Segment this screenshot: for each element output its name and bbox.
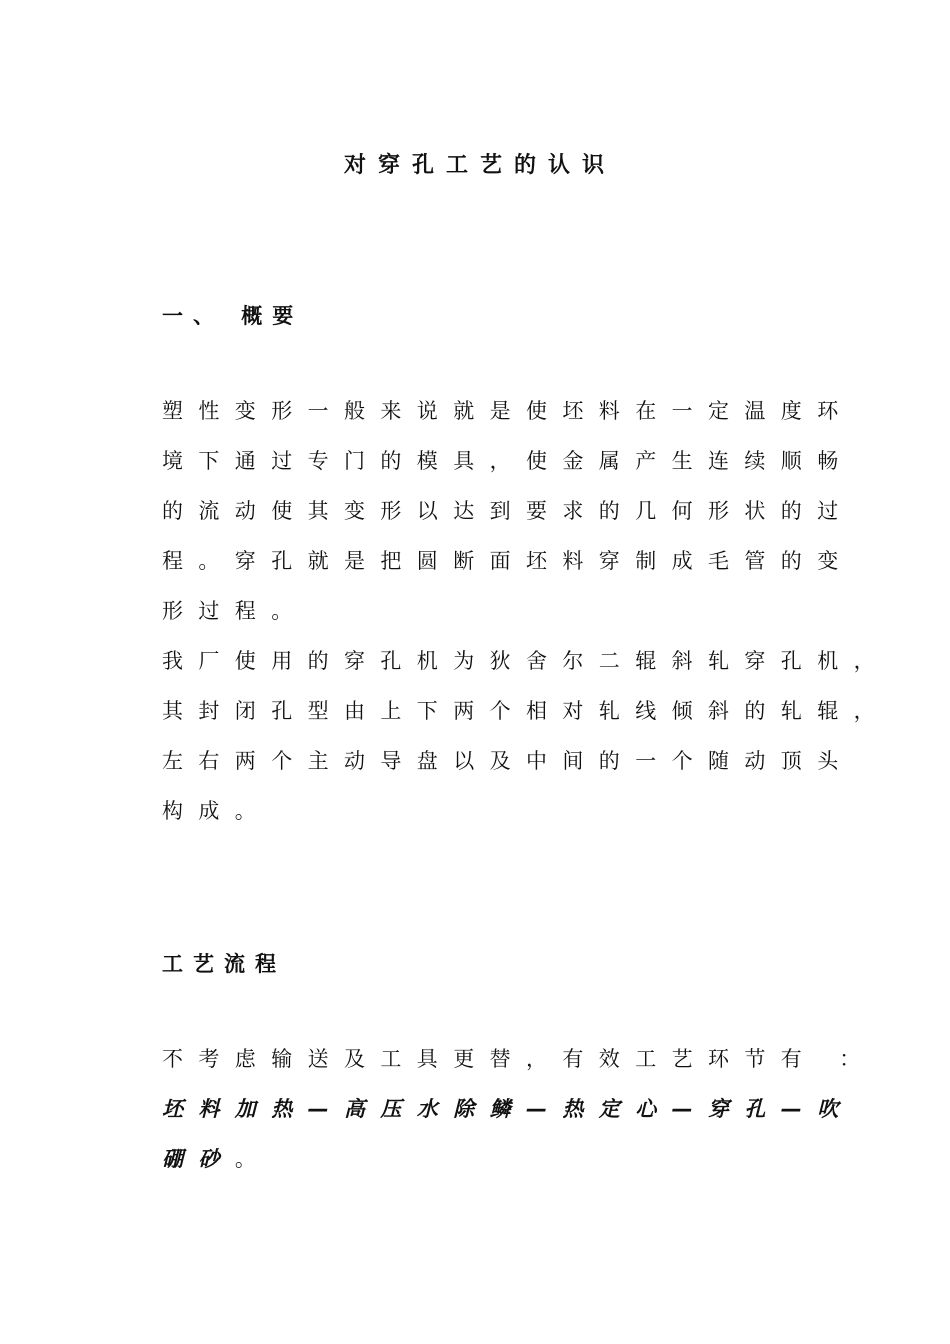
process-intro-line: 不考虑输送及工具更替，有效工艺环节有 ： xyxy=(162,1047,876,1071)
paragraph-line: 左右两个主动导盘以及中间的一个随动顶头 xyxy=(162,749,854,773)
paragraph-line: 我厂使用的穿孔机为狄舍尔二辊斜轧穿孔机， xyxy=(162,649,890,673)
section-heading-process-flow: 工艺流程 xyxy=(162,952,286,976)
paragraph-line: 的流动使其变形以达到要求的几何形状的过 xyxy=(162,499,854,523)
document-title: 对穿孔工艺的认识 xyxy=(343,153,616,178)
paragraph-line: 构成。 xyxy=(162,799,272,823)
paragraph-line: 境下通过专门的模具，使金属产生连续顺畅 xyxy=(162,449,854,473)
process-flow-period: 。 xyxy=(234,1147,272,1171)
process-flow-line-end xyxy=(162,1147,271,1171)
paragraph-line: 其封闭孔型由上下两个相对轧线倾斜的轧辊， xyxy=(162,699,890,723)
paragraph-line: 塑性变形一般来说就是使坯料在一定温度环 xyxy=(162,399,854,423)
paragraph-line: 形过程。 xyxy=(162,599,308,623)
process-flow-italic-text: 硼砂 xyxy=(162,1147,235,1171)
paragraph-line: 程。穿孔就是把圆断面坯料穿制成毛管的变 xyxy=(162,549,854,573)
section-heading-overview: 一、 概要 xyxy=(162,304,304,328)
process-flow-line: 坯料加热—高压水除鳞—热定心—穿孔—吹 xyxy=(162,1097,854,1121)
